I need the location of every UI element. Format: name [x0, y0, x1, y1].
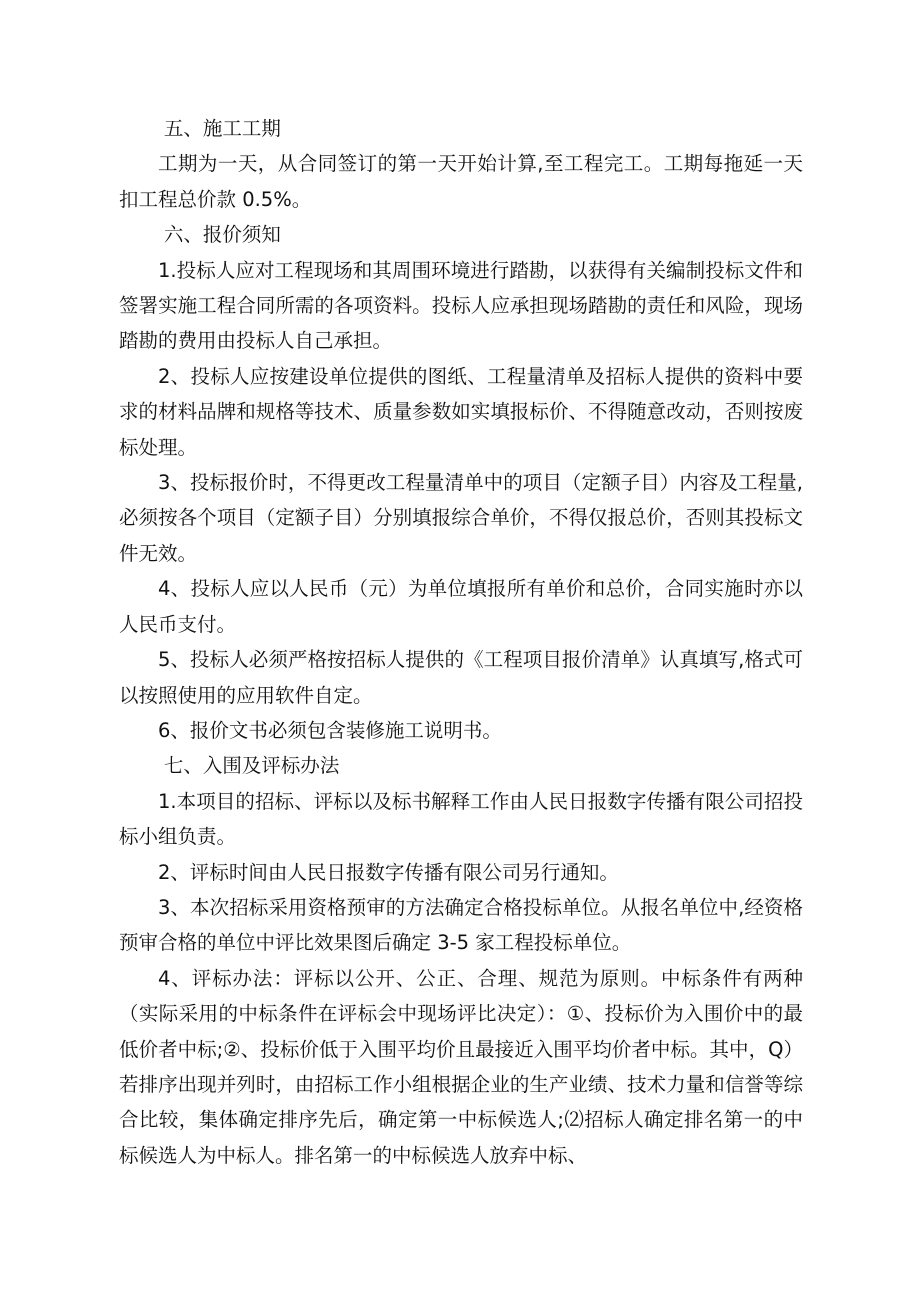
paragraph-construction-period: 工期为一天，从合同签订的第一天开始计算,至工程完工。工期每拖延一天扣工程总价款 0.5%。 [119, 152, 803, 211]
section-heading-evaluation: 七、入围及评标办法 [163, 754, 340, 778]
paragraph-quotation-item-5: 5、投标人必须严格按招标人提供的《工程项目报价清单》认真填写,格式可以按照使用的应用软件自定。 [119, 648, 803, 707]
paragraph-quotation-item-4: 4、投标人应以人民币（元）为单位填报所有单价和总价，合同实施时亦以人民币支付。 [119, 577, 803, 636]
section-heading-construction-period: 五、施工工期 [163, 117, 281, 140]
paragraph-evaluation-item-1: 1.本项目的招标、评标以及标书解释工作由人民日报数字传播有限公司招投标小组负责。 [119, 789, 803, 849]
paragraph-quotation-item-3: 3、投标报价时，不得更改工程量清单中的项目（定额子目）内容及工程量,必须按各个项目（定额子目）分别填报综合单价，不得仅报总价，否则其投标文件无效。 [119, 471, 803, 565]
section-heading-quotation-notice: 六、报价须知 [163, 223, 281, 247]
paragraph-evaluation-item-3: 3、本次招标采用资格预审的方法确定合格投标单位。从报名单位中,经资格预审合格的单位中评比效果图后确定 3-5 家工程投标单位。 [119, 895, 803, 955]
paragraph-evaluation-item-4: 4、评标办法：评标以公开、公正、合理、规范为原则。中标条件有两种（实际采用的中标条件在评标会中现场评比决定）：①、投标价为入围价中的最低价者中标;②、投标价低于入围平均价且最接近入围平均价者中标。其中，Q）若排序出现并列时，由招标工作小组根据企业的生产业绩、技术力量和信誉等综合比较，集体确定排序先后，确定第一中标候选人;⑵招标人确定排名第一的中标候选人为中标人。排名第一的中标候选人放弃中标、 [119, 966, 803, 1167]
paragraph-quotation-item-2: 2、投标人应按建设单位提供的图纸、工程量清单及招标人提供的资料中要求的材料品牌和规格等技术、质量参数如实填报标价、不得随意改动，否则按废标处理。 [119, 364, 803, 459]
paragraph-quotation-item-1: 1.投标人应对工程现场和其周围环境进行踏勘，以获得有关编制投标文件和签署实施工程合同所需的各项资料。投标人应承担现场踏勘的责任和风险，现场踏勘的费用由投标人自己承担。 [119, 258, 803, 353]
document-body [119, 111, 803, 1173]
paragraph-evaluation-item-2: 2、评标时间由人民日报数字传播有限公司另行通知。 [158, 860, 619, 884]
paragraph-quotation-item-6: 6、报价文书必须包含装修施工说明书。 [158, 718, 502, 742]
